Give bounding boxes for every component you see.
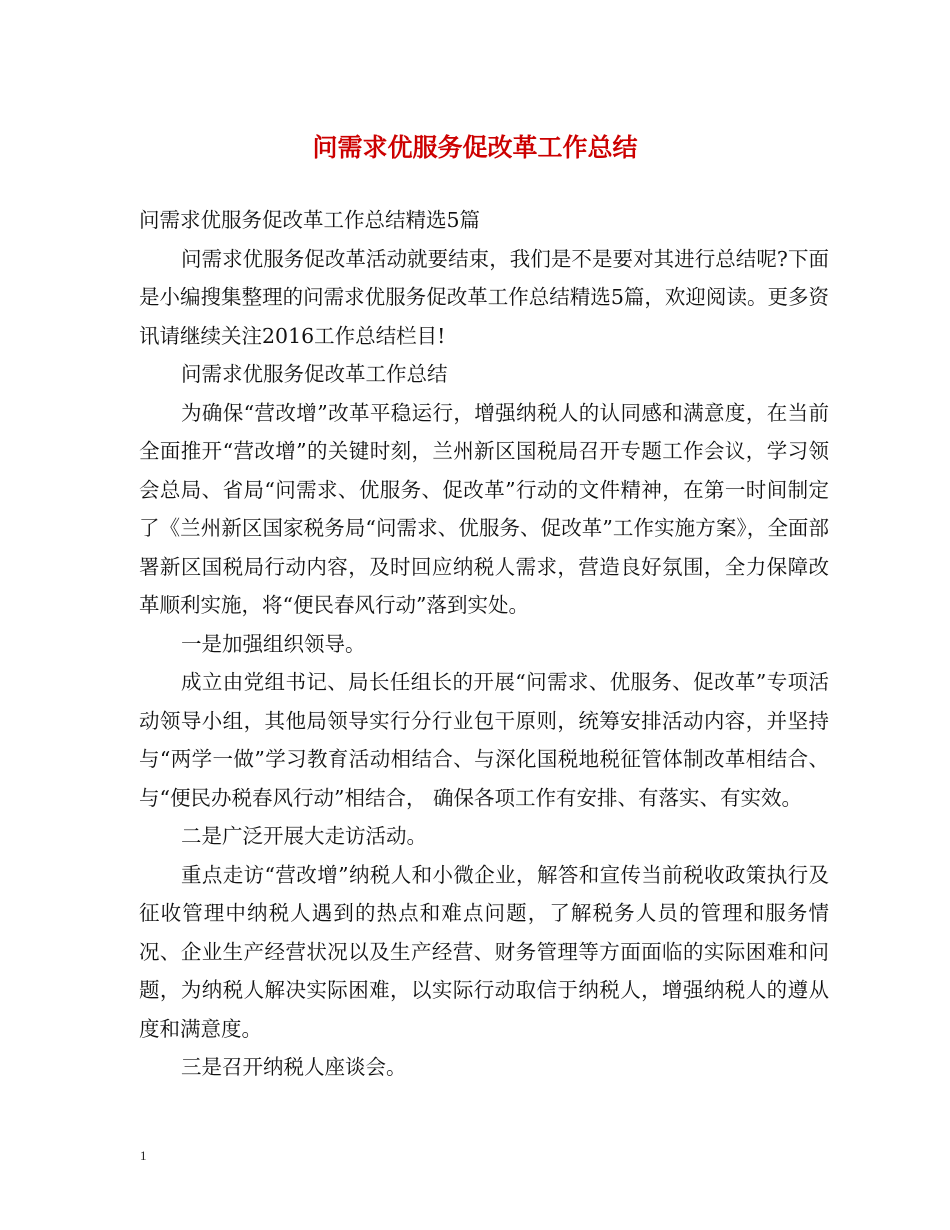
paragraph-point-two-detail: 重点走访“营改增”纳税人和小微企业，解答和宣传当前税收政策执行及征收管理中纳税人遇到的热点和难点问题，了解税务人员的管理和服务情况、企业生产经营状况以及生产经营、财务管理等方面面临的实际困难和问题，为纳税人解决实际困难，以实际行动取信于纳税人，增强纳税人的遵从度和满意度。 [139, 862, 829, 1041]
paragraph-point-three: 三是召开纳税人座谈会。 [181, 1055, 407, 1079]
paragraph-intro: 问需求优服务促改革活动就要结束，我们是不是要对其进行总结呢?下面是小编搜集整理的问需求优服务促改革工作总结精选5篇，欢迎阅读。更多资讯请继续关注2016工作总结栏目! [139, 246, 829, 348]
document-body [139, 201, 829, 1087]
document-title: 问需求优服务促改革工作总结 [312, 133, 638, 162]
paragraph-point-one: 一是加强组织领导。 [181, 631, 366, 656]
paragraph-point-two: 二是广泛开展大走访活动。 [181, 824, 427, 848]
paragraph-main: 为确保“营改增”改革平稳运行，增强纳税人的认同感和满意度，在当前全面推开“营改增”的关键时刻，兰州新区国税局召开专题工作会议，学习领会总局、省局“问需求、优服务、促改革”行动的文件精神，在第一时间制定了《兰州新区国家税务局“问需求、优服务、促改革”工作实施方案》，全面部署新区国税局行动内容，及时回应纳税人需求，营造良好氛围，全力保障改革顺利实施，将“便民春风行动”落到实处。 [139, 400, 829, 617]
paragraph-heading: 问需求优服务促改革工作总结 [181, 362, 448, 386]
page-number: 1 [140, 1148, 147, 1163]
paragraph-point-one-detail: 成立由党组书记、局长任组长的开展“问需求、优服务、促改革”专项活动领导小组，其他局领导实行分行业包干原则，统筹安排活动内容，并坚持与“两学一做”学习教育活动相结合、与深化国税地税征管体制改革相结合、与“便民办税春风行动”相结合， 确保各项工作有安排、有落实、有实效。 [139, 670, 829, 810]
subtitle-line: 问需求优服务促改革工作总结精选5篇 [139, 208, 481, 232]
